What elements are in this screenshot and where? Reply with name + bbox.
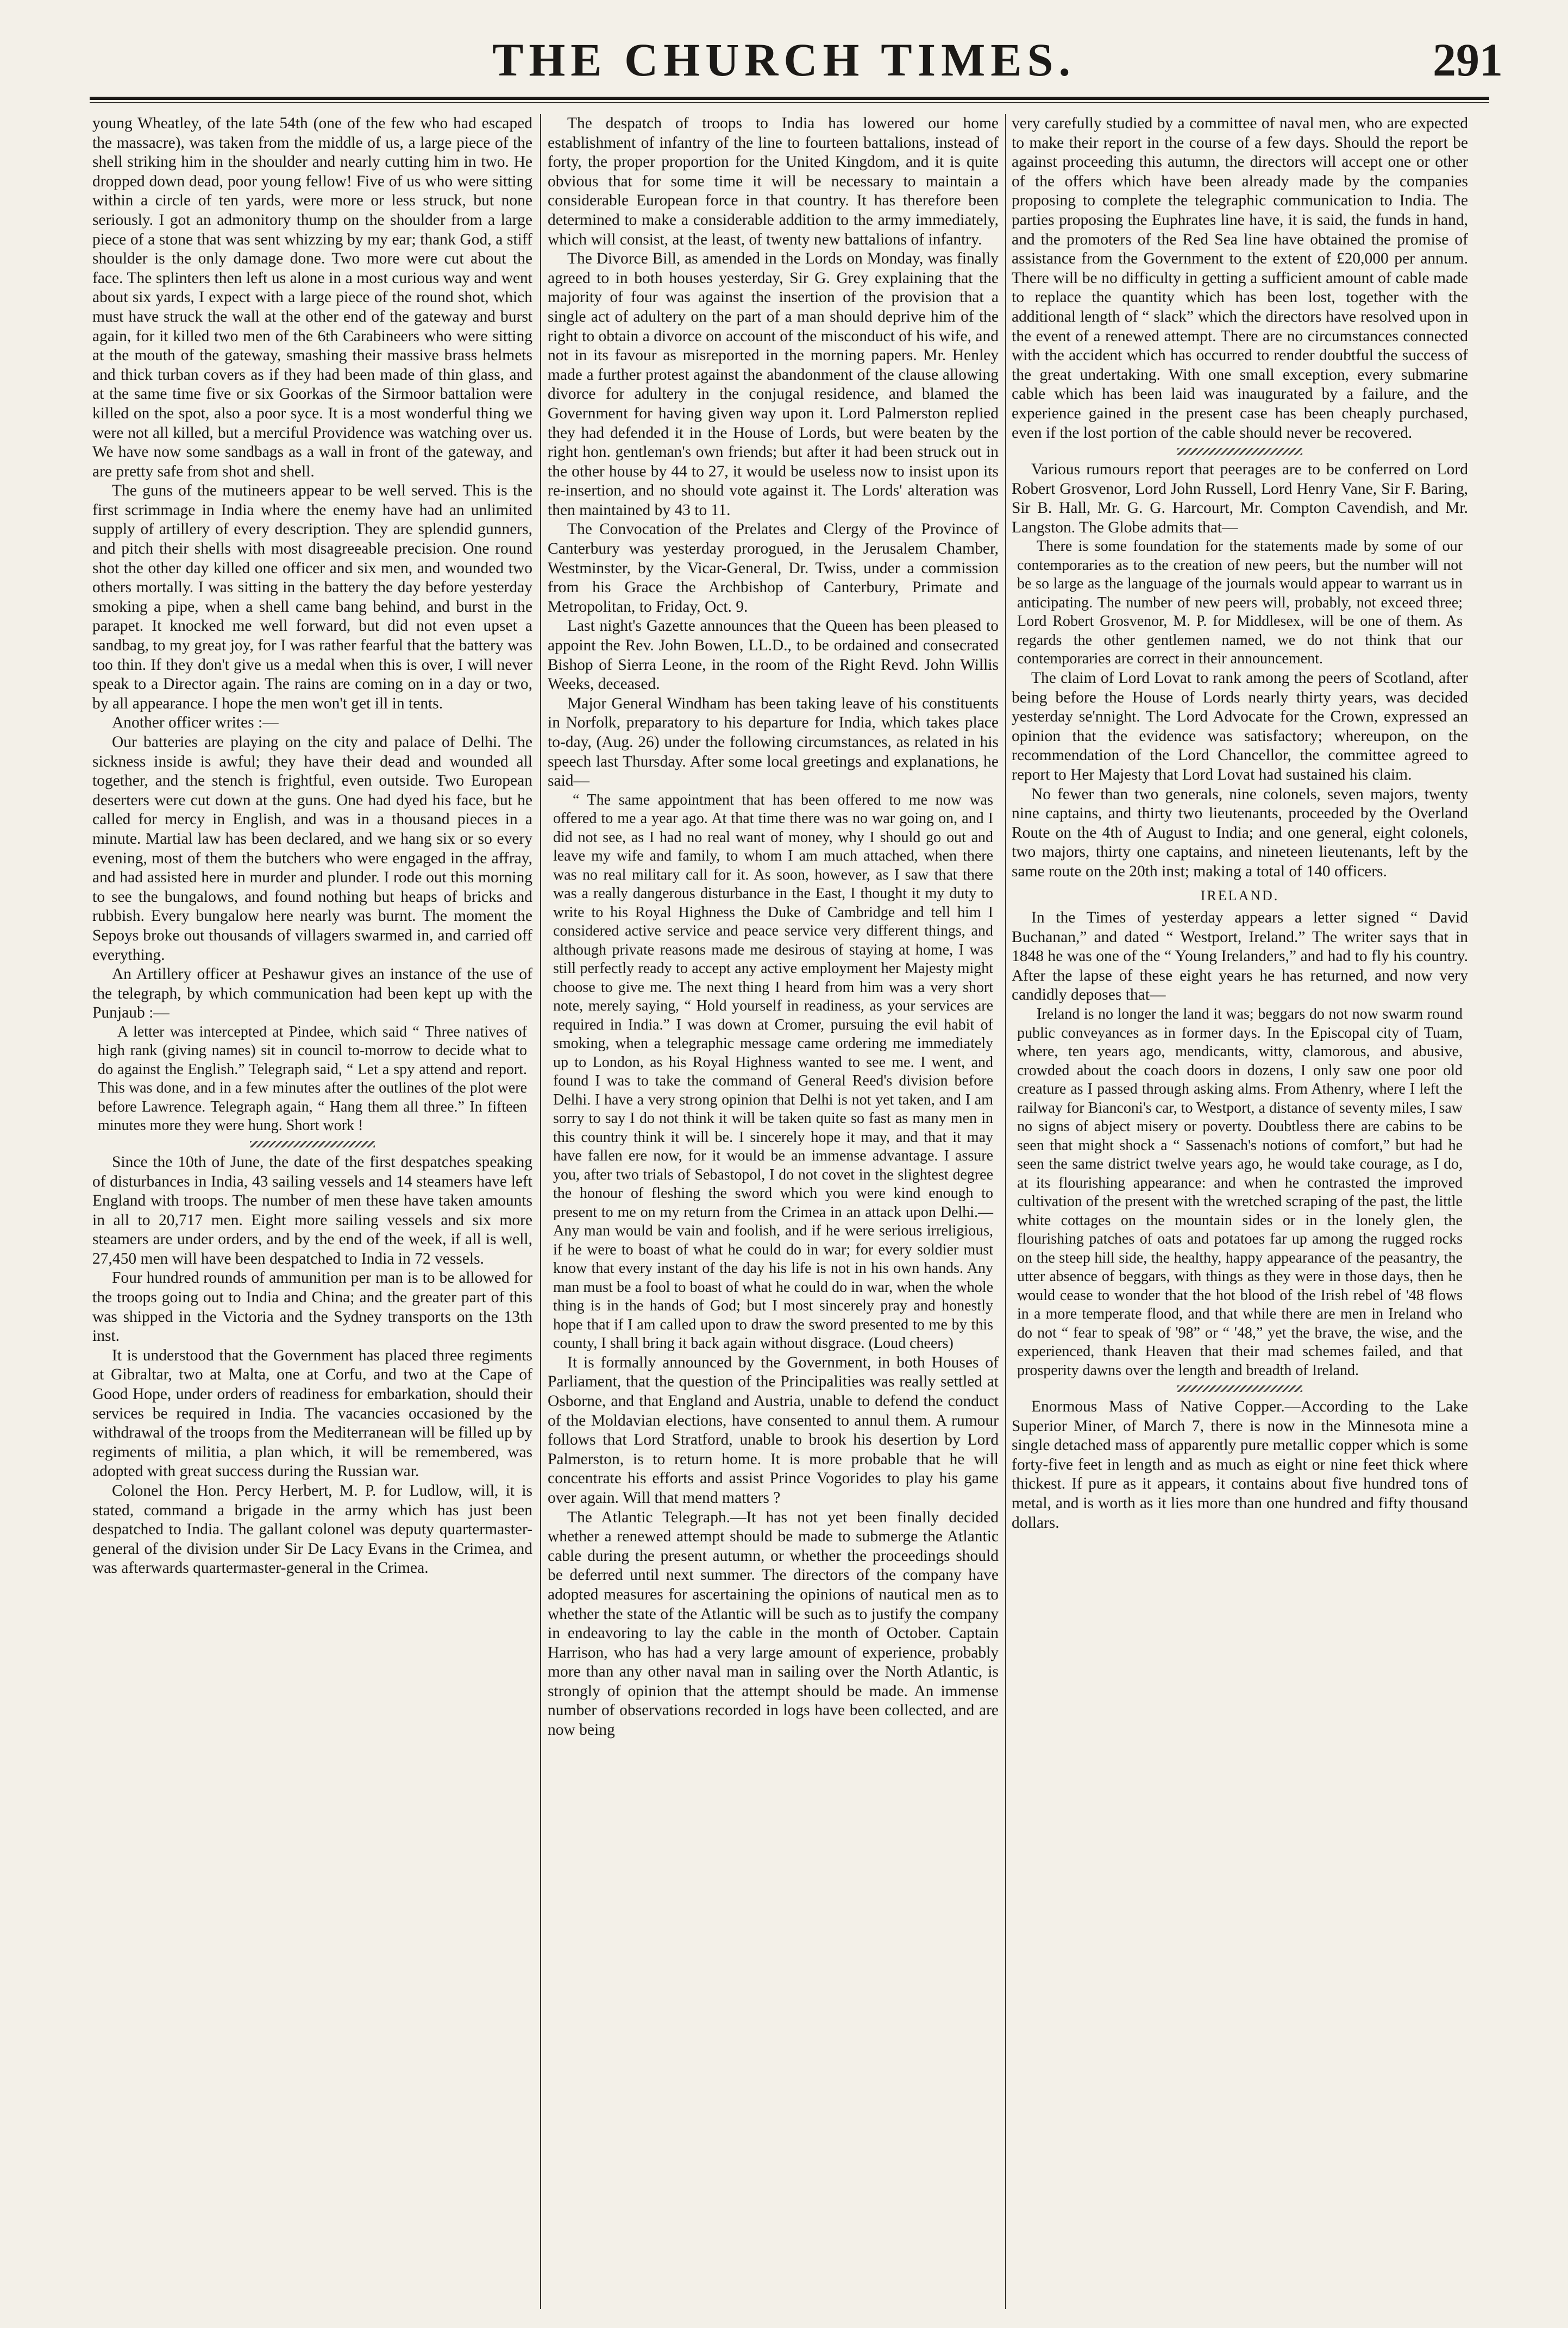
atlantic-telegraph-paragraph: The Atlantic Telegraph.—It has not yet been finally decided whether a renewed attempt should be made to submerge the Atlantic cable during the present autumn, or whether the proceedings should be deferred until next summer. The directors of the company have adopted measures for ascertaining the opinions of nautical men as to whether the state of the Atlantic will be such as to justify the company in endeavoring to lay the cable in the month of October. Captain Harrison, who has had a very large amount of experience, probably more than any other naval man in sailing over the North Atlantic, is strongly of opinion that the attempt should be made. An immense number of observations recorded in logs have been collected, and are now being xyxy=(548,1508,999,1739)
section-heading-ireland: IRELAND. xyxy=(1200,887,1280,903)
article-paragraph: In the Times of yesterday appears a letter signed “ David Buchanan,” and dated “ Westport, Ireland.” The writer says that in 1848 he was one of the “ Young Irelanders,” and had to fly his country. After the lapse of these eight years he has returned, and now very candidly deposes that— xyxy=(1012,909,1468,1004)
article-paragraph: Major General Windham has been taking leave of his constituents in Norfolk, preparatory to his departure for India, which takes place to-day, (Aug. 26) under the following circumstances, as related in his speech last Thursday. After some local greetings and explanations, he said— xyxy=(548,694,999,790)
masthead xyxy=(65,22,1503,103)
page-number: 291 xyxy=(1433,34,1503,86)
article-paragraph: Another officer writes :— xyxy=(112,714,279,732)
article-paragraph: The guns of the mutineers appear to be well served. This is the first scrimmage in India where the enemy have had an unlimited supply of artillery of every description. They are splendid gunners, and pitch their shells with most disagreeable precision. One round shot the other day killed one officer and six men, and wounded two others mortally. I was sitting in the battery the day before yesterday smoking a pipe, when a shell came bang behind, and burst in the parapet. It knocked me well forward, but did not even upset a sandbag, to my great joy, for I was rather fearful that the battery was too thin. If they don't give us a medal when this is over, I will never speak to a Director again. The rains are coming on in a day or two, by all appearance. I hope the men won't get ill in tents. xyxy=(92,482,532,712)
article-paragraph: The Convocation of the Prelates and Clergy of the Province of Canterbury was yesterday prorogued, in the Jerusalem Chamber, Westminster, by the Vicar-General, Dr. Twiss, under a commission from his Grace the Archbishop of Canterbury, Primate and Metropolitan, to Friday, Oct. 9. xyxy=(548,520,999,616)
article-paragraph: The despatch of troops to India has lowered our home establishment of infantry of the line to fourteen battalions, instead of forty, the proper proportion for the United Kingdom, and it is quite obvious that for some time it will be necessary to maintain a considerable European force in that country. It has therefore been determined to make a considerable addition to the army immediately, which will consist, at the least, of twenty new battalions of infantry. xyxy=(548,115,999,248)
quoted-paragraph: A letter was intercepted at Pindee, which said “ Three natives of high rank (giving names) sit in council to-morrow to decide what to do against the English.” Telegraph said, “ Let a spy attend and report. This was done, and in a few minutes after the outlines of the plot were before Lawrence. Telegraph again, “ Hang them all three.” In fifteen minutes more they were hung. Short work ! xyxy=(98,1023,527,1134)
column-2 xyxy=(548,114,999,2309)
article-paragraph: very carefully studied by a committee of naval men, who are expected to make their report in the course of a few days. Should the report be against proceeding this autumn, the directors will accept one or other of the offers which have been already made by the companies proposing to complete the telegraphic communication to India. The parties proposing the Euphrates line have, it is said, the funds in hand, and the promoters of the Red Sea line have obtained the promise of assistance from the Government to the extent of £20,000 per annum. There will be no difficulty in getting a sufficient amount of cable made to replace the quantity which has been lost, together with the additional length of “ slack” which the directors have resolved upon in the event of a renewed attempt. There are no circumstances connected with the accident which has occurred to render doubtful the success of the great undertaking. With one small exception, every submarine cable which has been laid was inaugurated by a failure, and the experience gained in the present case has been cheaply purchased, even if the lost portion of the cable should never be recovered. xyxy=(1012,115,1468,442)
article-paragraph: It is understood that the Government has placed three regiments at Gibraltar, two at Malta, one at Corfu, and two at the Cape of Good Hope, under orders of readiness for embarkation, should their services be required in India. The vacancies occasioned by the withdrawal of the troops from the Mediterranean will be filled up by regiments of militia, a plan which, it will be remembered, was adopted with great success during the Russian war. xyxy=(92,1346,532,1480)
article-paragraph: Last night's Gazette announces that the Queen has been pleased to appoint the Rev. John Bowen, LL.D., to be ordained and consecrated Bishop of Sierra Leone, in the room of the Right Revd. John Willis Weeks, deceased. xyxy=(548,617,999,693)
section-separator xyxy=(1177,1385,1302,1392)
newspaper-title: THE CHURCH TIMES. xyxy=(492,34,1076,86)
quoted-speech: “ The same appointment that has been offered to me now was offered to me a year ago. At that time there was no war going on, and I did not see, as I had no real want of money, why I should go out and leave my wife and family, to whom I am much attached, when there was no real military call for it. As soon, however, as I saw that there was a really dangerous disturbance in the East, I thought it my duty to write to his Royal Highness the Duke of Cambridge and tell him I considered active service and peace service very different things, and although private reasons made me desirous of staying at home, I was still perfectly ready to accept any active employment her Majesty might choose to give me. The next thing I heard from him was a very short note, merely saying, “ Hold yourself in readiness, as your services are required in India.” I was down at Cromer, pursuing the evil habit of smoking, when a telegraphic message came ordering me immediately up to London, as his Royal Highness wanted to see me. I went, and found I was to take the command of General Reed's division before Delhi. I have a very strong opinion that Delhi is not yet taken, and I am sorry to say I do not think it will be taken quite so fast as many men in this country think it will be. I sincerely hope it may, and that it may have fallen ere now, for it would be an immense advantage. I assure you, after two trials of Sebastopol, I do not covet in the slightest degree the honour of fleshing the sword which you were kind enough to present to me on my return from the Crimea in an attack upon Delhi.—Any man would be vain and foolish, and if he were serious irreligious, if he were to boast of what he could do in war; for every soldier must know that every instant of the day his life is not in his own hands. Any man must be a fool to boast of what he could do in war, when the whole thing is in the hands of God; but I most sincerely pray and honestly hope that if I am called upon to draw the sword presented to me by this county, I shall bring it back again without disgrace. (Loud cheers) xyxy=(553,791,993,1352)
masthead-rule xyxy=(90,97,1489,100)
article-paragraph: Colonel the Hon. Percy Herbert, M. P. for Ludlow, will, it is stated, command a brigade in the army which has just been despatched to India. The gallant colonel was deputy quartermaster-general of the division under Sir De Lacy Evans in the Crimea, and was afterwards quartermaster-general in the Crimea. xyxy=(92,1482,532,1577)
section-separator xyxy=(250,1141,375,1147)
article-paragraph: An Artillery officer at Peshawur gives an instance of the use of the telegraph, by which communication had been kept up with the Punjaub :— xyxy=(92,965,532,1022)
column-3 xyxy=(1012,114,1468,2309)
article-paragraph: It is formally announced by the Government, in both Houses of Parliament, that the question of the Principalities was really settled at Osborne, and that England and Austria, unable to defend the conduct of the Moldavian elections, have consented to annul them. A rumour follows that Lord Stratford, unable to brook his desertion by Lord Palmerston, is to return home. It is more probable that he will concentrate his efforts and assist Prince Vogorides to play his game over again. Will that mend matters ? xyxy=(548,1353,999,1507)
quoted-paragraph: There is some foundation for the statements made by some of our contemporaries as to the creation of new peers, but the number will not be so large as the language of the journals would appear to warrant us in anticipating. The number of new peers will, probably, not exceed three; Lord Robert Grosvenor, M. P. for Middlesex, will be one of them. As regards the other gentlemen named, we do not think that our contemporaries are correct in their announcement. xyxy=(1017,538,1463,668)
section-separator xyxy=(1177,448,1302,455)
column-1 xyxy=(92,114,532,2309)
copper-paragraph: Enormous Mass of Native Copper.—According to the Lake Superior Miner, of March 7, there is now in the Minnesota mine a single detached mass of apparently pure metallic copper which is some forty-five feet in length and as much as eight or nine feet thick where thickest. If pure as it appears, it contains about five hundred tons of metal, and is worth as it lies more than one hundred and fifty thousand dollars. xyxy=(1012,1398,1468,1532)
article-paragraph: Various rumours report that peerages are to be conferred on Lord Robert Grosvenor, Lord John Russell, Lord Henry Vane, Sir F. Baring, Sir B. Hall, Mr. G. G. Harcourt, Mr. Compton Cavendish, and Mr. Langston. The Globe admits that— xyxy=(1012,461,1468,536)
article-paragraph: The Divorce Bill, as amended in the Lords on Monday, was finally agreed to in both houses yesterday, Sir G. Grey explaining that the majority of four was against the insertion of the provision that a single act of adultery on the part of a man should deprive him of the right to obtain a divorce on account of the misconduct of his wife, and not in its favour as misreported in the morning papers. Mr. Henley made a further protest against the abandonment of the clause allowing divorce for adultery in the conjugal residence, and blamed the Government for having given way upon it. Lord Palmerston replied they had defended it in the House of Lords, but were beaten by the right hon. gentleman's own friends; but after it had been struck out in the other house by 44 to 27, it would be useless now to insist upon its re-insertion, and no should vote against it. The Lords' alteration was then maintained by 43 to 11. xyxy=(548,250,999,519)
column-divider xyxy=(1005,114,1006,2309)
article-paragraph: Our batteries are playing on the city and palace of Delhi. The sickness inside is awful; they have their dead and wounded all together, and the stench is frightful, even outside. Two European deserters were cut down at the guns. One had dyed his face, but he called for mercy in English, and was in a thousand pieces in a minute. Martial law has been declared, and we hang six or so every evening, most of them the butchers who were engaged in the affray, and had assisted here in murder and plunder. I rode out this morning to see the bungalows, and found nothing but heaps of bricks and rubbish. Every bungalow here nearly was burnt. The moment the Sepoys broke out thousands of villagers swarmed in, and carried off everything. xyxy=(92,733,532,964)
masthead-rule-thin xyxy=(90,102,1489,103)
article-paragraph: Four hundred rounds of ammunition per man is to be allowed for the troops going out to India and China; and the greater part of this was shipped in the Victoria and the Sydney transports on the 13th inst. xyxy=(92,1269,532,1345)
article-paragraph: The claim of Lord Lovat to rank among the peers of Scotland, after being before the House of Lords nearly thirty years, was decided yesterday se'nnight. The Lord Advocate for the Crown, expressed an opinion that the evidence was satisfactory; whereupon, on the recommendation of the Lord Chancellor, the committee agreed to report to Her Majesty that Lord Lovat had sustained his claim. xyxy=(1012,669,1468,783)
article-paragraph: No fewer than two generals, nine colonels, seven majors, twenty nine captains, and thirty two lieutenants, proceeded by the Overland Route on the 4th of August to India; and one general, eight colonels, two majors, thirty one captains, and nineteen lieutenants, left by the same route on the 20th inst; making a total of 140 officers. xyxy=(1012,785,1468,880)
article-paragraph: Since the 10th of June, the date of the first despatches speaking of disturbances in India, 43 sailing vessels and 14 steamers have left England with troops. The number of men these have taken amounts in all to 20,717 men. Eight more sailing vessels and six more steamers are under orders, and by the end of the week, if all is well, 27,450 men will have been despatched to India in 72 vessels. xyxy=(92,1153,532,1267)
article-paragraph: young Wheatley, of the late 54th (one of the few who had escaped the massacre), was taken from the middle of us, a large piece of the shell striking him in the shoulder and nearly cutting him in two. He dropped down dead, poor young fellow! Five of us who were sitting within a circle of ten yards, were more or less struck, but none seriously. I got an admonitory thump on the shoulder from a large piece of a stone that was sent whizzing by my ear; thank God, a stiff shoulder is the only damage done. Two more were cut about the face. The splinters then left us alone in a most curious way and went about six yards, I expect with a large piece of the round shot, which must have struck the wall at the other end of the gateway and burst again, for it killed two men of the 6th Carabineers who were sitting at the mouth of the gateway, smashing their massive brass helmets and thick turban covers as if they had been made of thin glass, and at the same time five or six Goorkas of the Sirmoor battalion were killed on the spot, also a poor syce. It is a most wonderful thing we were not all killed, but a merciful Providence was watching over us. We have now some sandbags as a wall in front of the gateway, and are pretty safe from shot and shell. xyxy=(92,115,532,480)
quoted-paragraph: Ireland is no longer the land it was; beggars do not now swarm round public conveyances as in former days. In the Episcopal city of Tuam, where, ten years ago, mendicants, witty, clamorous, and abusive, crowded about the coach doors in dozens, I only saw one poor old creature as I passed through asking alms. From Athenry, where I left the railway for Bianconi's car, to Westport, a distance of seventy miles, I saw no signs of abject misery or poverty. Doubtless there are cabins to be seen that might shock a “ Sassenach's notions of comfort,” but had he seen the same district twelve years ago, he would take courage, as I do, at its flourishing appearance: and when he contrasted the improved cultivation of the present with the wretched scraping of the past, the little white cottages on the mountain sides or in the lonely glen, the flourishing patches of oats and potatoes far up among the rugged rocks on the steep hill side, the healthy, happy appearance of the peasantry, the utter absence of beggars, with things as they were in those days, then he would cease to wonder that the hot blood of the Irish rebel of '48 flows in a more temperate flood, and that while there are men in Ireland who do not “ fear to speak of '98” or “ '48,” yet the brave, the wise, and the experienced, thank Heaven that their mad schemes failed, and that prosperity dawns over the length and breadth of Ireland. xyxy=(1017,1006,1463,1379)
column-divider xyxy=(540,114,541,2309)
